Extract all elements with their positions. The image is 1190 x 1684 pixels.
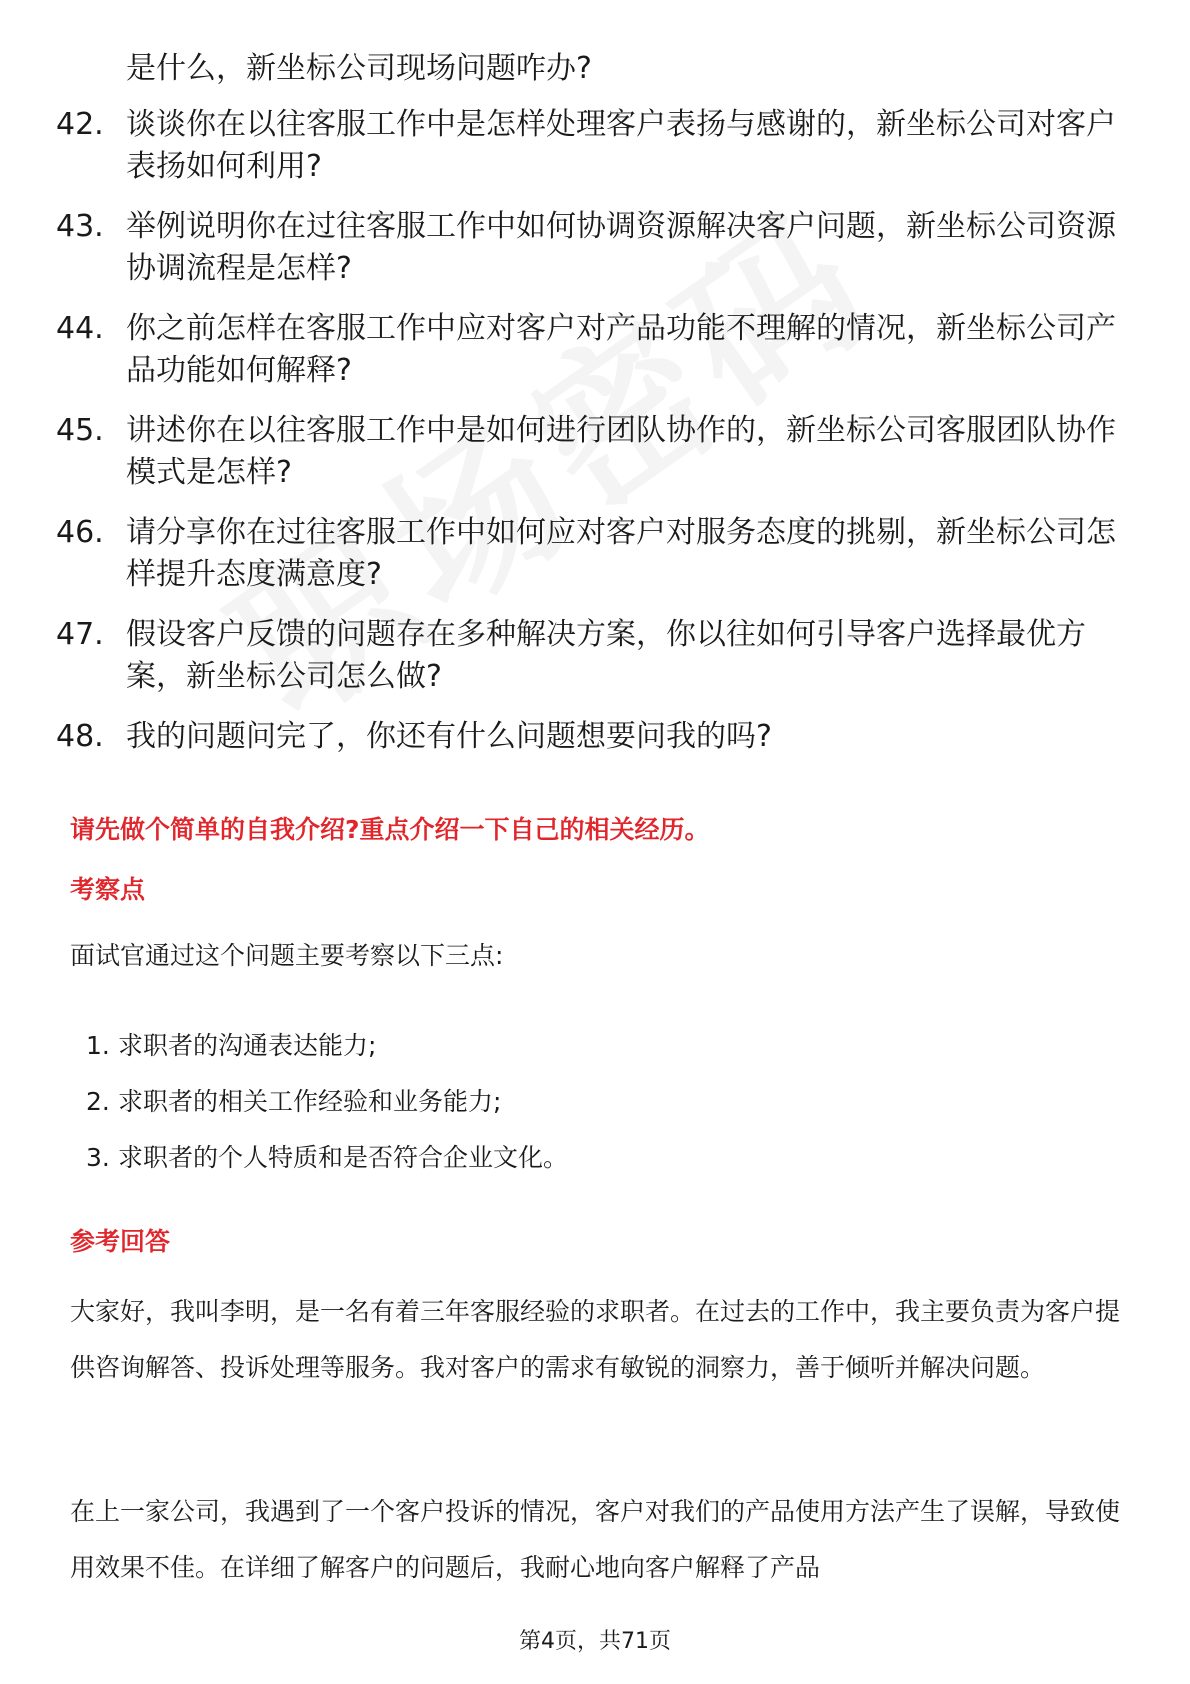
kcd-point-text: 求职者的相关工作经验和业务能力; — [118, 1087, 502, 1116]
section-title: 请先做个简单的自我介绍?重点介绍一下自己的相关经历。 — [70, 815, 710, 844]
answer-heading: 参考回答 — [70, 1227, 171, 1256]
question-number: 46. — [56, 515, 104, 550]
question-number: 47. — [56, 617, 104, 652]
question-item — [56, 206, 1116, 290]
kcd-point — [86, 1084, 568, 1120]
question-text: 你之前怎样在客服工作中应对客户对产品功能不理解的情况，新坐标公司产品功能如何解释? — [126, 311, 1116, 388]
question-item — [56, 716, 1116, 758]
kcd-point — [86, 1028, 568, 1064]
question-text: 讲述你在以往客服工作中是如何进行团队协作的，新坐标公司客服团队协作模式是怎样? — [126, 413, 1116, 490]
kcd-intro: 面试官通过这个问题主要考察以下三点: — [70, 941, 504, 970]
question-item — [56, 308, 1116, 392]
question-number: 48. — [56, 719, 104, 754]
question-continuation: 是什么，新坐标公司现场问题咋办? — [126, 51, 592, 86]
question-text: 假设客户反馈的问题存在多种解决方案，你以往如何引导客户选择最优方案，新坐标公司怎么做? — [126, 617, 1086, 694]
question-text: 谈谈你在以往客服工作中是怎样处理客户表扬与感谢的，新坐标公司对客户表扬如何利用? — [126, 107, 1116, 184]
question-text: 举例说明你在过往客服工作中如何协调资源解决客户问题，新坐标公司资源协调流程是怎样? — [126, 209, 1116, 286]
question-number: 45. — [56, 413, 104, 448]
kcd-point-number: 3. — [86, 1143, 110, 1172]
answer-paragraph: 在上一家公司，我遇到了一个客户投诉的情况，客户对我们的产品使用方法产生了误解，导致使用效果不佳。在详细了解客户的问题后，我耐心地向客户解释了产品 — [70, 1497, 1121, 1582]
question-item — [56, 512, 1116, 596]
answer-paragraph: 大家好，我叫李明，是一名有着三年客服经验的求职者。在过去的工作中，我主要负责为客户提供咨询解答、投诉处理等服务。我对客户的需求有敏锐的洞察力，善于倾听并解决问题。 — [70, 1297, 1121, 1382]
question-number: 43. — [56, 209, 104, 244]
question-text: 我的问题问完了，你还有什么问题想要问我的吗? — [126, 719, 772, 754]
kcd-point-number: 1. — [86, 1031, 110, 1060]
question-number: 44. — [56, 311, 104, 346]
kcd-point — [86, 1140, 568, 1176]
kcd-point-text: 求职者的沟通表达能力; — [118, 1031, 377, 1060]
page-footer: 第4页，共71页 — [519, 1629, 671, 1654]
question-text: 请分享你在过往客服工作中如何应对客户对服务态度的挑剔，新坐标公司怎样提升态度满意度? — [126, 515, 1116, 592]
kcd-point-number: 2. — [86, 1087, 110, 1116]
question-item — [56, 410, 1116, 494]
question-number: 42. — [56, 107, 104, 142]
question-list — [56, 48, 1116, 776]
kcd-point-text: 求职者的个人特质和是否符合企业文化。 — [118, 1143, 569, 1172]
kcd-point-list — [86, 1028, 568, 1196]
kcd-heading: 考察点 — [70, 875, 146, 904]
question-item — [56, 104, 1116, 188]
question-item — [56, 614, 1116, 698]
